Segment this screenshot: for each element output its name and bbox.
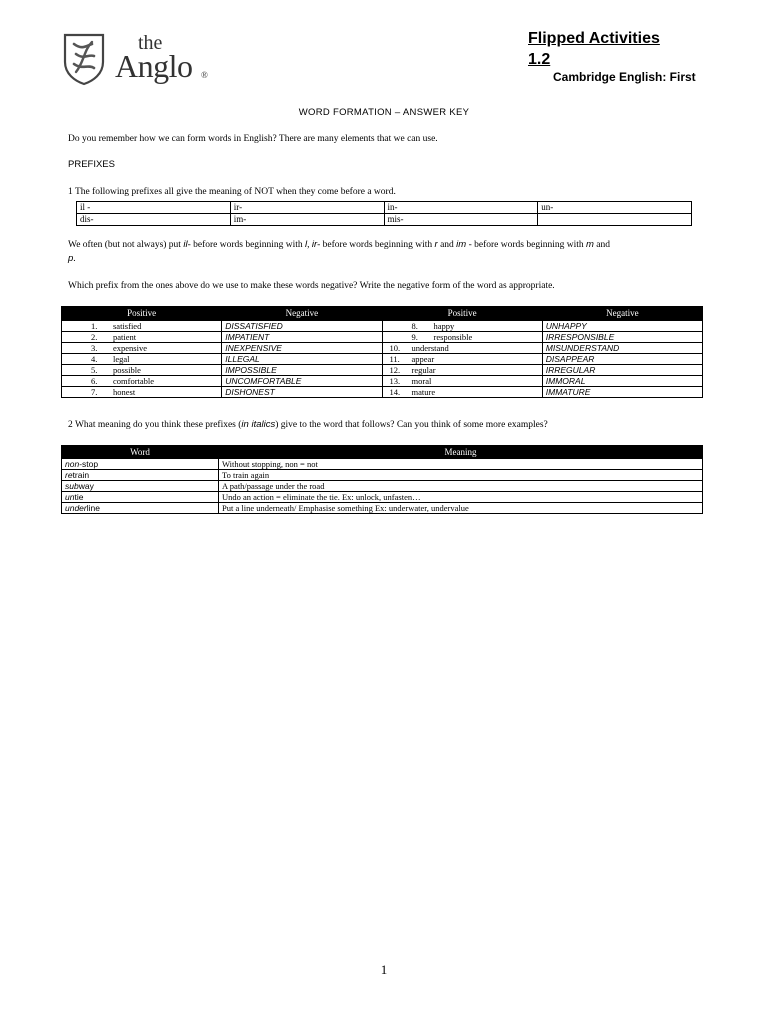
page-number: 1 [380, 962, 388, 977]
intro-text: Do you remember how we can form words in English? There are many elements that we can use. [68, 134, 438, 144]
question-text: ) give to the word that follows? Can you think of some more examples? [275, 420, 548, 430]
negative-forms-table [61, 306, 703, 398]
positive-word [382, 321, 542, 332]
table-row [62, 376, 703, 387]
item-number: 9. [411, 332, 418, 342]
positive-word [382, 365, 542, 376]
title-line-2: 1.2 [528, 51, 551, 68]
word-cell [62, 481, 219, 492]
positive-word [62, 343, 222, 354]
prefix-cell: il - [77, 202, 231, 214]
word-cell [62, 492, 219, 503]
positive-word [62, 354, 222, 365]
positive-word [382, 332, 542, 343]
table-row [62, 481, 703, 492]
table-row [62, 332, 703, 343]
question-italic: in italics [241, 419, 276, 430]
negative-word: IRREGULAR [542, 365, 702, 376]
logo-name: Anglo [115, 48, 193, 84]
word-cell [62, 459, 219, 470]
table-row [62, 387, 703, 398]
negative-word: MISUNDERSTAND [542, 343, 702, 354]
table-header-row [62, 307, 703, 321]
negative-word: IRRESPONSIBLE [542, 332, 702, 343]
rule-text: - before words beginning with [466, 240, 586, 250]
word: regular [411, 365, 436, 375]
item-number: 13. [389, 376, 401, 386]
rule-italic: l [304, 239, 308, 250]
positive-word [62, 332, 222, 343]
word-cell [62, 470, 219, 481]
anglo-logo [62, 30, 212, 92]
rule-italic: m [585, 239, 594, 250]
rule-italic: im [456, 239, 467, 250]
anglo-crest-icon [62, 32, 106, 86]
negative-word: DISSATISFIED [222, 321, 382, 332]
table-header-row [62, 446, 703, 459]
item-number: 4. [91, 354, 98, 364]
word: satisfied [113, 321, 142, 331]
item-number: 14. [389, 387, 401, 397]
item-number: 5. [91, 365, 98, 375]
prefix-meaning-table [61, 445, 703, 514]
word-stem: tie [74, 492, 84, 502]
prefix-italic: sub [65, 481, 79, 491]
title-line-1: Flipped Activities [528, 30, 660, 47]
negative-word: IMMATURE [542, 387, 702, 398]
prefix-cell: mis- [384, 214, 538, 226]
rule-italic: r [434, 239, 438, 250]
word: patient [113, 332, 137, 342]
question-text: 2 What meaning do you think these prefixes ( [68, 420, 242, 430]
prefix-cell: dis- [77, 214, 231, 226]
word: comfortable [113, 376, 155, 386]
table-row [62, 470, 703, 481]
rule-text: We often (but not always) put [68, 240, 184, 250]
positive-word [62, 387, 222, 398]
rule-italic: il [183, 239, 188, 250]
positive-word [382, 387, 542, 398]
rule-text: and [593, 240, 610, 250]
item-number: 6. [91, 376, 98, 386]
answer-key-title: WORD FORMATION – ANSWER KEY [298, 107, 470, 118]
word: mature [411, 387, 436, 397]
item-number: 2. [91, 332, 98, 342]
meaning-cell: A path/passage under the road [219, 481, 703, 492]
prefix-cell: im- [230, 214, 384, 226]
negative-word: UNHAPPY [542, 321, 702, 332]
word: understand [411, 343, 449, 353]
table-row [62, 459, 703, 470]
document-title [528, 28, 698, 70]
table-row [77, 202, 692, 214]
word: possible [113, 365, 141, 375]
negative-word: INEXPENSIVE [222, 343, 382, 354]
rule-text: - before words beginning with [317, 240, 435, 250]
word-stem: way [78, 481, 94, 491]
logo-the: the [138, 32, 163, 54]
rule-text: , [307, 240, 312, 250]
column-header: Positive [382, 307, 542, 321]
prefixes-heading: PREFIXES [68, 159, 115, 170]
word: expensive [113, 343, 147, 353]
meaning-cell: Undo an action = eliminate the tie. Ex: unlock, unfasten… [219, 492, 703, 503]
prefix-cell: un- [538, 202, 692, 214]
prefix-cell: ir- [230, 202, 384, 214]
question-1: 1 The following prefixes all give the meaning of NOT when they come before a word. [68, 187, 396, 197]
table-row [62, 492, 703, 503]
prefix-italic: un [65, 492, 75, 502]
table-row [77, 214, 692, 226]
table-row [62, 343, 703, 354]
table-row [62, 321, 703, 332]
prefix-cell [538, 214, 692, 226]
item-number: 12. [389, 365, 401, 375]
rule-italic: p [68, 253, 74, 264]
negative-word: UNCOMFORTABLE [222, 376, 382, 387]
negative-word: IMMORAL [542, 376, 702, 387]
item-number: 10. [389, 343, 401, 353]
negative-word: IMPOSSIBLE [222, 365, 382, 376]
column-header: Negative [222, 307, 382, 321]
negative-word: DISAPPEAR [542, 354, 702, 365]
word-stem: -stop [79, 459, 99, 469]
meaning-cell: Put a line underneath/ Emphasise something Ex: underwater, undervalue [219, 503, 703, 514]
prefix-cell: in- [384, 202, 538, 214]
prefix-table [76, 201, 692, 226]
column-header: Word [62, 446, 219, 459]
word: responsible [433, 332, 473, 342]
positive-word [62, 376, 222, 387]
table-row [62, 354, 703, 365]
word-cell [62, 503, 219, 514]
positive-word [62, 365, 222, 376]
item-number: 3. [91, 343, 98, 353]
rule-italic: ir [311, 239, 318, 250]
positive-word [62, 321, 222, 332]
prefix-italic: non [65, 459, 80, 469]
meaning-cell: Without stopping, non = not [219, 459, 703, 470]
column-header: Meaning [219, 446, 703, 459]
column-header: Negative [542, 307, 702, 321]
question-2 [68, 419, 668, 431]
word-stem: train [72, 470, 90, 480]
item-number: 1. [91, 321, 98, 331]
positive-word [382, 354, 542, 365]
word-stem: line [86, 503, 100, 513]
word: appear [411, 354, 435, 364]
negative-word: IMPATIENT [222, 332, 382, 343]
positive-word [382, 376, 542, 387]
negative-word: DISHONEST [222, 387, 382, 398]
item-number: 8. [411, 321, 418, 331]
prefix-rule-text [68, 238, 668, 266]
rule-text: . [73, 254, 76, 264]
logo-registered-mark: ® [201, 70, 208, 80]
word: legal [113, 354, 130, 364]
table-row [62, 365, 703, 376]
positive-word [382, 343, 542, 354]
meaning-cell: To train again [219, 470, 703, 481]
item-number: 11. [389, 354, 400, 364]
prefix-italic: under [65, 503, 87, 513]
negative-question: Which prefix from the ones above do we use to make these words negative? Write the negative form of the word as appropriate. [68, 281, 555, 291]
item-number: 7. [91, 387, 98, 397]
prefix-italic: re [65, 470, 73, 480]
document-subtitle: Cambridge English: First [553, 70, 696, 84]
column-header: Positive [62, 307, 222, 321]
rule-text: - before words beginning with [187, 240, 305, 250]
word: moral [411, 376, 432, 386]
word: happy [433, 321, 455, 331]
word: honest [113, 387, 136, 397]
negative-word: ILLEGAL [222, 354, 382, 365]
table-row [62, 503, 703, 514]
rule-text: and [437, 240, 457, 250]
